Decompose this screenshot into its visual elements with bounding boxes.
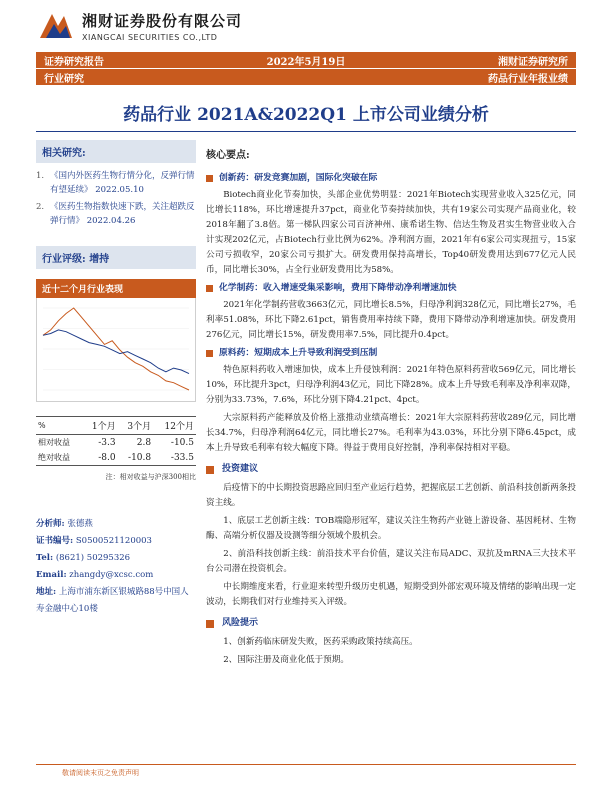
section-heading: 投资建议: [222, 464, 259, 474]
header-bar-top: [36, 52, 576, 68]
paragraph: 1、创新药临床研发失败，医药采购政策持续高压。: [223, 637, 418, 647]
paragraph: 大宗原料药产能释放及价格上涨推动业绩高增长：2021年大宗原料药营收289亿元，同比增长34.7%，归母净利润64亿元，同比增长27%。毛利率为43.03%，环比分别下降6.45pct，成本上升导致毛利率有较大幅度下降。得益于费用良好控制，净利率保持相对平稳。: [206, 413, 576, 453]
bullet-square-icon: [206, 350, 213, 357]
page-title: 药品行业 2021A&2022Q1 上市公司业绩分析: [123, 105, 489, 125]
company-name-en: XIANGCAI SECURITIES CO.,LTD: [82, 33, 218, 42]
analyst-name: 张德燕: [67, 519, 93, 529]
related-item-num: 1.: [36, 171, 45, 181]
perf-cell: -3.3: [98, 437, 116, 448]
perf-cell: -10.5: [170, 437, 194, 448]
title-divider: [36, 131, 576, 132]
bullet-square-icon: [206, 466, 214, 474]
related-research-list: [36, 163, 196, 228]
related-item-date: 2022.04.26: [86, 216, 136, 226]
bullet-square-icon: [206, 175, 213, 182]
paragraph: 后疫情下的中长期投资思路应回归至产业运行趋势，把握底层工艺创新、前沿科技创新两条投资主线。: [206, 483, 576, 508]
section-heading: 化学制药：收入增速受集采影响，费用下降带动净利增速加快: [219, 283, 457, 293]
risk-warning-heading: [206, 616, 576, 631]
header-bar-bottom: [36, 69, 576, 85]
table-row: [36, 450, 196, 466]
performance-table: [36, 416, 196, 482]
perf-note: 注：相对收益与沪深300相比: [105, 473, 196, 481]
perf-cell: -8.0: [98, 452, 116, 463]
perf-cell: -10.8: [128, 452, 152, 463]
perf-cell: 2.8: [136, 437, 152, 448]
section-heading: 创新药：研发竞赛加剧，国际化突破在际: [219, 173, 378, 183]
investment-advice-heading: [206, 462, 576, 477]
disclaimer-link[interactable]: 敬请阅读末页之免责声明: [62, 769, 139, 777]
paragraph: 2021年化学制药营收3663亿元，同比增长8.5%，归母净利润328亿元，同比增长27%，毛利率51.08%，环比下降2.61pct，销售费用率持续下降，费用下降带动净利增速加快。研发费用276亿元，同比增长15%，研发费用率7.5%，同比提升0.4pct。: [206, 300, 576, 340]
email-address[interactable]: zhangdy@xcsc.com: [69, 570, 154, 580]
report-date: 2022年5月19日: [266, 56, 346, 68]
address-label: 地址:: [36, 587, 57, 597]
address-text: 上海市浦东新区银城路88号中国人寿金融中心10楼: [36, 587, 189, 614]
paragraph: 特色原料药收入增速加快，成本上升侵蚀利润：2021年特色原料药营收569亿元，同比增长10%，环比提升3pct，归母净利润43亿元，同比下降28%。成本上升导致毛利率及净利率双降，分别为33.73%，7.6%，环比分别下降4.21pct、4pct。: [206, 365, 576, 405]
paragraph: 2、前沿科技创新主线：前沿技术平台价值，建议关注布局ADC、双抗及mRNA三大技术平台公司潜在投资机会。: [206, 549, 576, 574]
perf-cell: -33.5: [170, 452, 194, 463]
section-heading: 风险提示: [222, 618, 259, 628]
section-chemical-pharma: [206, 281, 576, 296]
paragraph: 1、底层工艺创新主线：TOB端隐形冠军，建议关注生物药产业链上游设备、基因耗材、生物酶、高端分析仪器及设测等细分领域个股机会。: [206, 516, 576, 541]
institute-name: 湘财证券研究所: [498, 56, 568, 68]
tel-label: Tel:: [36, 553, 54, 563]
rating-label: 行业评级:: [42, 254, 86, 265]
perf-header-12m: 12个月: [164, 422, 194, 432]
perf-header-unit: %: [38, 421, 46, 430]
analyst-info: [36, 516, 196, 618]
bullet-square-icon: [206, 285, 213, 292]
paragraph: 中长期维度来看，行业迎来转型升级历史机遇，短期受到外部宏观环境及情绪的影响出现一定波动，长期我们对行业维持买入评级。: [206, 582, 576, 607]
rating-value: 增持: [89, 254, 110, 265]
perf-header-3m: 3个月: [127, 422, 152, 432]
related-item[interactable]: [36, 169, 196, 197]
tel-number: (8621) 50295326: [55, 553, 131, 563]
paragraph: 2、国际注册及商业化低于预期。: [223, 655, 349, 665]
performance-chart-svg: [37, 298, 195, 400]
perf-row-label: 相对收益: [38, 438, 70, 447]
cert-number: S0500521120003: [75, 536, 152, 546]
perf-row-label: 绝对收益: [38, 453, 70, 462]
chart-title: 近十二个月行业表现: [36, 279, 196, 298]
analyst-label: 分析师:: [36, 519, 65, 529]
related-item-title[interactable]: 《医药生物指数快速下跌，关注超跌反弹行情》: [50, 202, 195, 226]
chart-series-line-1: [43, 330, 189, 374]
report-type: 证券研究报告: [44, 56, 104, 68]
industry-rating: [36, 246, 196, 269]
bullet-square-icon: [206, 620, 214, 628]
logo-mark-icon: [36, 8, 76, 44]
report-category: 行业研究: [44, 73, 84, 85]
related-item-title[interactable]: 《国内外医药生物行情分化，反弹行情有望延续》: [50, 171, 195, 195]
left-sidebar: [36, 140, 196, 618]
cert-label: 证书编号:: [36, 536, 74, 546]
paragraph: Biotech商业化节奏加快，头部企业优势明显：2021年Biotech实现营业收入325亿元，同比增长118%，环比增速提升37pct，商业化节奏持续加快，共有19家公司实现产品商业化，较2018年翻了3.8倍。第一梯队四家公司百济神州、康希诺生物、信达生物及君实生物营业收入合计实现202亿元，占Biotech行业比例为62%。净利润方面，2021年有6家公司实现扭亏，15家公司亏损收窄，20家公司亏损扩大。研发费用保持高增长，Top40研发费用达到677亿元人民币，同比增长30%，占全行业研发费用比为58%。: [206, 190, 576, 275]
email-label: Email:: [36, 570, 67, 580]
related-item-num: 2.: [36, 202, 45, 212]
company-logo: [36, 8, 242, 44]
related-item[interactable]: [36, 200, 196, 228]
company-name-cn: 湘财证券股份有限公司: [82, 12, 243, 30]
section-api: [206, 346, 576, 361]
perf-header-1m: 1个月: [91, 422, 116, 432]
performance-chart: [36, 298, 196, 402]
section-heading: 原料药：短期成本上升导致利润受到压制: [219, 348, 378, 358]
section-innovative-drugs: [206, 171, 576, 186]
related-research-heading: 相关研究:: [36, 140, 196, 163]
footer-divider: [36, 764, 576, 765]
table-row: [36, 435, 196, 451]
main-content: [206, 148, 576, 671]
report-subcategory: 药品行业年报业绩: [488, 73, 568, 85]
related-item-date: 2022.05.10: [95, 185, 144, 195]
core-points-heading: 核心要点:: [206, 150, 250, 161]
